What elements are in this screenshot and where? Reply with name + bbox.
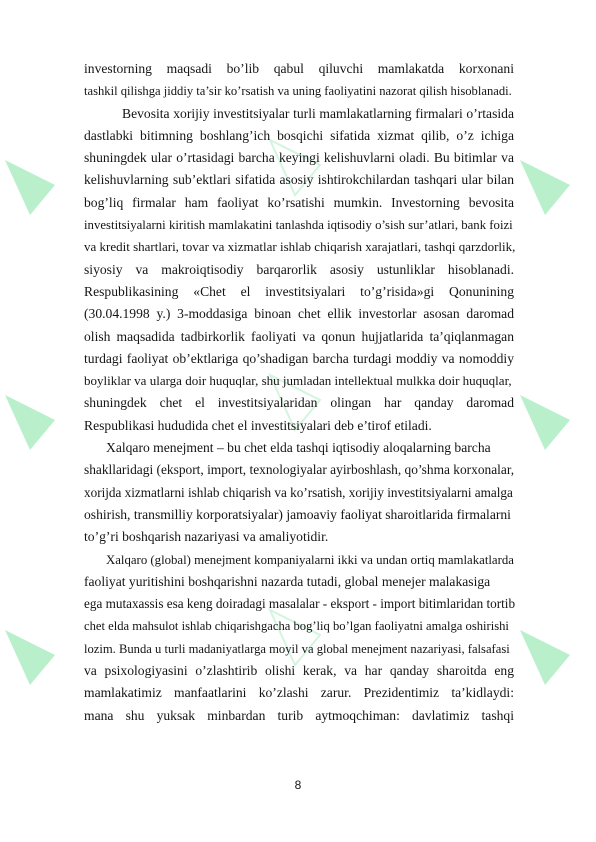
text-line: va kredit shartlari, tovar va xizmatlar ishlab chiqarish xarajatlari, tashqi qarzdorlik, [84, 239, 516, 255]
watermark-mark [5, 630, 55, 685]
text-line: Xalqaro menejment – bu chet elda tashqi iqtisodiy aloqalarning barcha [106, 440, 491, 456]
text-line: ega mutaxassis esa keng doiradagi masalalar - eksport - import bitimlaridan tortib [84, 596, 516, 612]
text-line: mamlakatimiz manfaatlarini ko’zlashi zarur. Prezidentimiz ta’kidlaydi: [84, 685, 514, 701]
text-line: olish maqsadida tadbirkorlik faoliyati va qonun hujjatlarida ta’qiqlanmagan [84, 328, 514, 344]
page-number: 8 [294, 778, 302, 792]
text-line: investitsiyalarni kiritish mamlakatini tanlashda iqtisodiy o’sish sur’atlari, bank foizi [84, 218, 513, 233]
text-line: faoliyat yuritishini boshqarishni nazarda tutadi, global menejer malakasiga [84, 573, 491, 589]
watermark-mark [520, 395, 570, 450]
text-line: bog’liq firmalar ham faoliyat ko’rsatishi mumkin. Investorning bevosita [84, 194, 514, 210]
text-line: mana shu yuksak minbardan turib aytmoqchiman: davlatimiz tashqi [84, 707, 514, 723]
text-line: turdagi faoliyat ob’ektlariga qo’shadigan barcha turdagi moddiy va nomoddiy [84, 350, 514, 366]
text-line: Respublikasi hududida chet el investitsiyalari deb e’tirof etiladi. [84, 417, 432, 433]
text-line: shuningdek ular o’rtasidagi barcha keyingi kelishuvlarni oladi. Bu bitimlar va [84, 150, 514, 166]
text-line: investorning maqsadi bo’lib qabul qiluvchi mamlakatda korxonani [84, 61, 514, 76]
watermark-mark [520, 160, 570, 215]
text-line: Xalqaro (global) menejment kompaniyalarni ikki va undan ortiq mamlakatlarda [106, 552, 514, 567]
text-line: siyosiy va makroiqtisodiy barqarorlik asosiy ustunliklar hisoblanadi. [84, 261, 514, 277]
text-line: Bevosita xorijiy investitsiyalar turli mamlakatlarning firmalari o’rtasida [122, 105, 514, 121]
text-line: shakllaridagi (eksport, import, texnologiyalar ayirboshlash, qo’shma korxonalar, [84, 462, 515, 478]
text-line: tashkil qilishga jiddiy ta’sir ko’rsatish va uning faoliyatini nazorat qilish hisoblanadi. [84, 84, 512, 99]
text-line: lozim. Bunda u turli madaniyatlarga moyil va global menejment nazariyasi, falsafasi [84, 641, 510, 656]
text-line: xorijda xizmatlarni ishlab chiqarish va ko’rsatish, xorijiy investitsiyalarni amalga [84, 484, 513, 500]
text-line: shuningdek chet el investitsiyalaridan olingan har qanday daromad [84, 395, 514, 411]
text-line: oshirish, transmilliy korporatsiyalar) jamoaviy faoliyat sharoitlarida firmalarni [84, 506, 511, 522]
watermark-mark [5, 395, 55, 450]
watermark-mark [5, 160, 55, 215]
text-line: chet elda mahsulot ishlab chiqarishgacha bog’liq bo’lgan faoliyatni amalga oshirishi [84, 619, 509, 634]
text-line: Respublikasining «Chet el investitsiyalari to’g’risida»gi Qonunining [84, 283, 514, 299]
text-line: va psixologiyasini o’zlashtirib olishi kerak, va har qanday sharoitda eng [84, 663, 514, 679]
text-line: dastlabki bitimning boshlang’ich bosqichi sifatida xizmat qilib, o’z ichiga [84, 127, 514, 143]
watermark-mark [520, 630, 570, 685]
text-line: boyliklar va ularga doir huquqlar, shu jumladan intellektual mulkka doir huquqlar, [84, 373, 512, 389]
body-text [84, 58, 514, 727]
text-line: kelishuvlarning sub’ektlari sifatida asosiy ishtirokchilardan tashqari ular bilan [84, 172, 514, 188]
text-line: (30.04.1998 y.) 3-moddasiga binoan chet ellik investorlar asosan daromad [84, 306, 514, 322]
text-line: to’g’ri boshqarish nazariyasi va amaliyotidir. [84, 529, 329, 545]
